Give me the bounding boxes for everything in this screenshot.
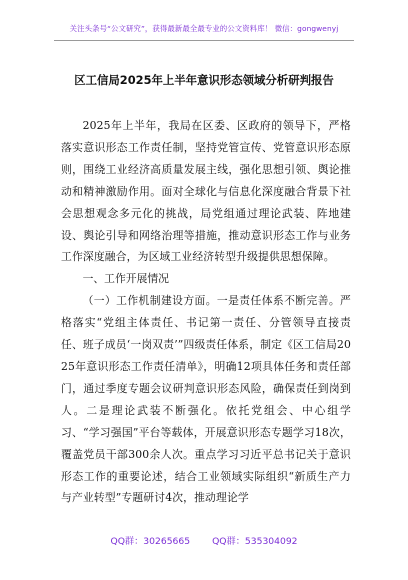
header-divider bbox=[54, 40, 354, 41]
qq-group-1: QQ群：30265665 bbox=[110, 536, 191, 547]
promo-header: 关注头条号“公文研究”，获得最新最全最专业的公文资料库！ 微信：gongwenyj bbox=[69, 24, 339, 33]
document-title: 区工信局2025年上半年意识形态领域分析研判报告 bbox=[74, 73, 334, 87]
section-paragraph: （一）工作机制建设方面。一是责任体系不断完善。严格落实“党组主体责任、书记第一责任、分管领导直接责任、班子成员‘一岗双责’”四级责任体系，制定《区工信局2025年意识形态工作责任清单》，明确12项具体任务和责任部门，通过季度专题会议研判意识形态风险，确保责任到岗到人。二是理论武装不断强化。依托党组会、中心组学习、“学习强国”平台等载体，开展意识形态专题学习18次，覆盖党员干部300余人次。重点学习习近平总书记关于意识形态工作的重要论述，结合工业领域实际组织“新质生产力与产业转型”专题研讨4次，推动理论学 bbox=[61, 294, 351, 505]
intro-paragraph: 2025年上半年，我局在区委、区政府的领导下，严格落实意识形态工作责任制，坚持党管宣传、党管意识形态原则，围绕工业经济高质量发展主线，强化思想引领、舆论推动和精神激励作用。面对全球化与信息化深度融合背景下社会思想观念多元化的挑战，局党组通过理论武装、阵地建设、舆论引导和网络治理等措施，推动意识形态工作与业务工作深度融合，为区域工业经济转型升级提供思想保障。 bbox=[61, 119, 351, 264]
document-body bbox=[61, 115, 351, 509]
qq-group-2: QQ群：535304092 bbox=[212, 536, 298, 547]
section-heading: 一、工作开展情况 bbox=[82, 272, 169, 286]
footer-contact bbox=[0, 533, 408, 547]
